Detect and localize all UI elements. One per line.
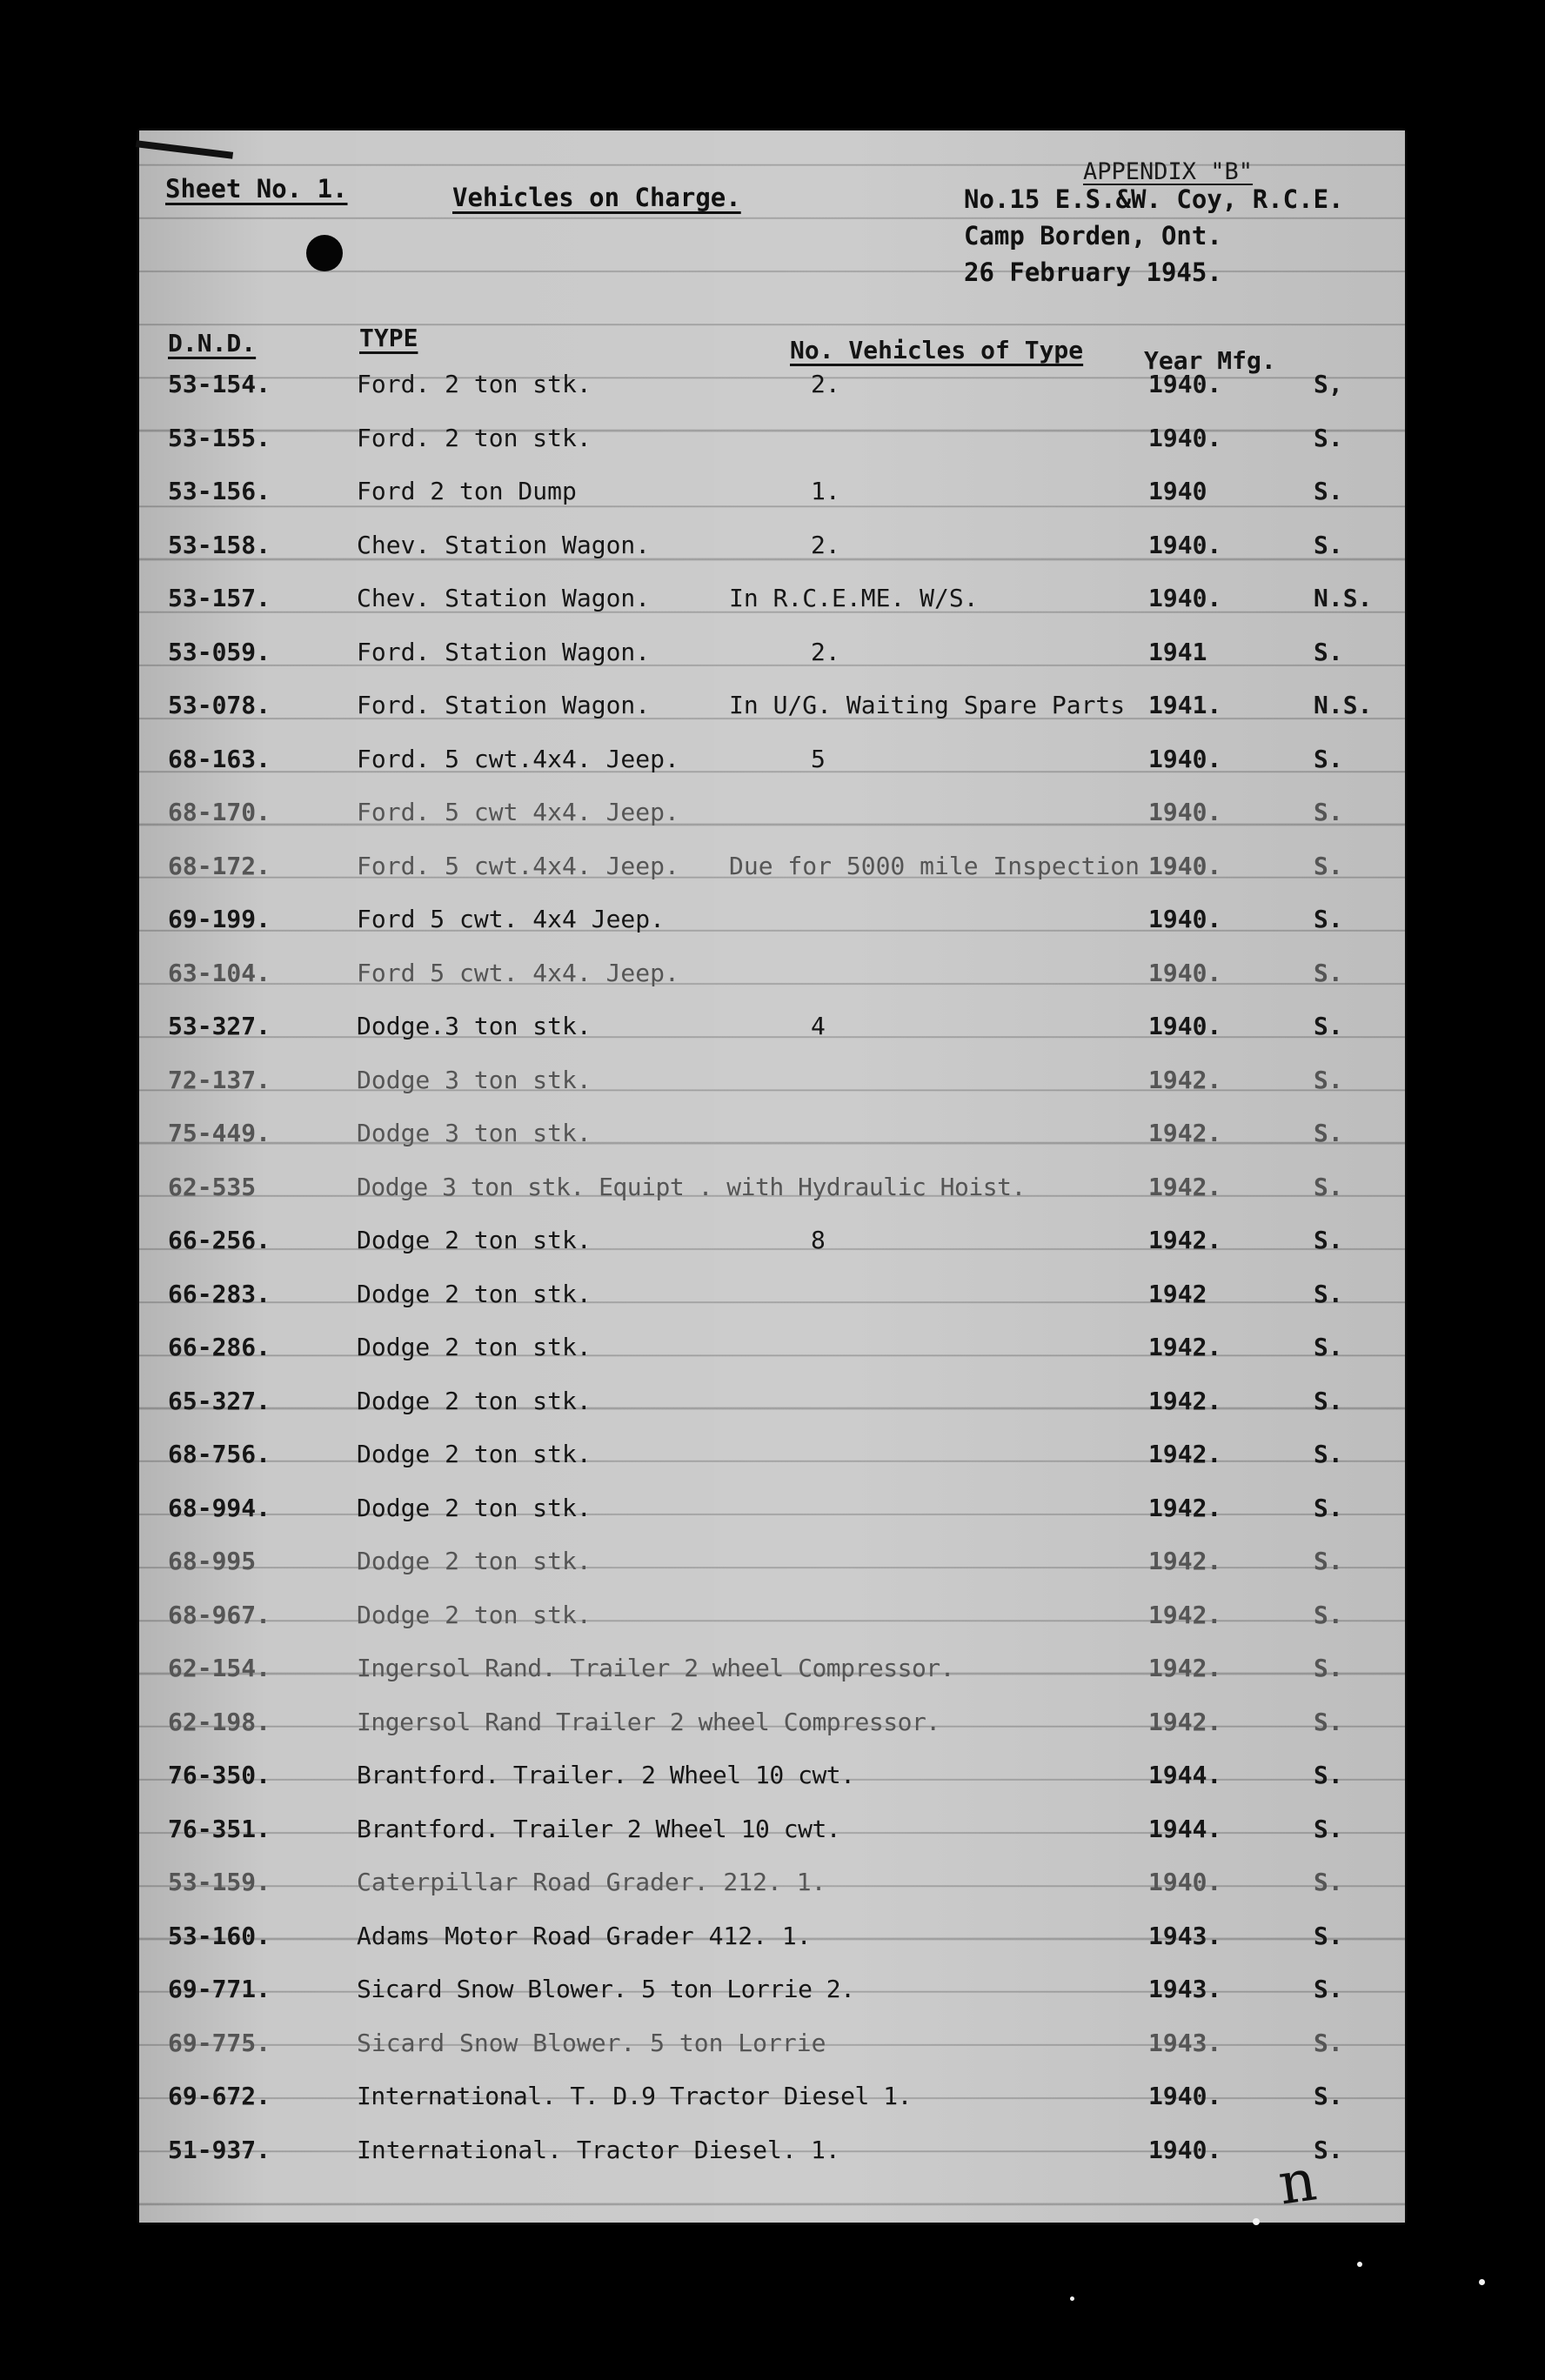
speck bbox=[1253, 2218, 1260, 2225]
dnd-cell: 72-137. bbox=[168, 1066, 271, 1094]
table-row bbox=[0, 1761, 1545, 1795]
dnd-cell: 53-159. bbox=[168, 1868, 271, 1896]
type-cell: Ingersol Rand. Trailer 2 wheel Compressor. bbox=[357, 1654, 955, 1682]
count-note-cell: 5 bbox=[811, 745, 826, 773]
unit-name: No.15 E.S.&W. Coy, R.C.E. bbox=[964, 184, 1344, 214]
type-cell: Ford. Station Wagon. bbox=[357, 638, 651, 666]
dnd-cell: 53-154. bbox=[168, 370, 271, 398]
dnd-cell: 65-327. bbox=[168, 1387, 271, 1415]
year-cell: 1942. bbox=[1148, 1601, 1222, 1629]
year-cell: 1942. bbox=[1148, 1494, 1222, 1522]
dnd-cell: 69-771. bbox=[168, 1975, 271, 2003]
table-row bbox=[0, 798, 1545, 832]
type-cell: Ford 2 ton Dump bbox=[357, 477, 577, 505]
condition-cell: S. bbox=[1314, 2082, 1343, 2110]
dnd-cell: 69-672. bbox=[168, 2082, 271, 2110]
type-cell: Dodge 3 ton stk. bbox=[357, 1119, 592, 1147]
dnd-cell: 76-350. bbox=[168, 1761, 271, 1789]
condition-cell: S. bbox=[1314, 531, 1343, 559]
condition-cell: S. bbox=[1314, 852, 1343, 880]
count-note-cell: 2. bbox=[811, 638, 840, 666]
dnd-cell: 53-160. bbox=[168, 1922, 271, 1950]
condition-cell: S. bbox=[1314, 2136, 1343, 2164]
column-header-count: No. Vehicles of Type bbox=[790, 336, 1084, 364]
dnd-cell: 66-283. bbox=[168, 1280, 271, 1308]
table-row bbox=[0, 1975, 1545, 2009]
dnd-cell: 63-104. bbox=[168, 959, 271, 987]
table-row bbox=[0, 1868, 1545, 1902]
condition-cell: N.S. bbox=[1314, 584, 1373, 612]
document-date: 26 February 1945. bbox=[964, 257, 1222, 287]
type-cell: Ingersol Rand Trailer 2 wheel Compressor. bbox=[357, 1708, 940, 1736]
table-row bbox=[0, 2029, 1545, 2063]
table-row bbox=[0, 1226, 1545, 1260]
count-note-cell: In R.C.E.ME. W/S. bbox=[729, 584, 979, 612]
condition-cell: S. bbox=[1314, 798, 1343, 826]
type-cell: Caterpillar Road Grader. 212. 1. bbox=[357, 1868, 826, 1896]
type-cell: Dodge 3 ton stk. bbox=[357, 1066, 592, 1094]
type-cell: Dodge 2 ton stk. bbox=[357, 1333, 592, 1361]
dnd-cell: 68-994. bbox=[168, 1494, 271, 1522]
condition-cell: S. bbox=[1314, 1066, 1343, 1094]
type-cell: International. Tractor Diesel. bbox=[357, 2136, 797, 2164]
table-row bbox=[0, 584, 1545, 618]
year-cell: 1940. bbox=[1148, 2082, 1222, 2110]
count-note-cell: Due for 5000 mile Inspection bbox=[729, 852, 1140, 880]
year-cell: 1943. bbox=[1148, 2029, 1222, 2057]
condition-cell: S. bbox=[1314, 1012, 1343, 1040]
dnd-cell: 66-286. bbox=[168, 1333, 271, 1361]
year-cell: 1940. bbox=[1148, 584, 1222, 612]
dnd-cell: 68-756. bbox=[168, 1440, 271, 1468]
year-cell: 1940. bbox=[1148, 852, 1222, 880]
table-row bbox=[0, 1173, 1545, 1207]
year-cell: 1942 bbox=[1148, 1280, 1207, 1308]
condition-cell: S. bbox=[1314, 1815, 1343, 1843]
dnd-cell: 68-163. bbox=[168, 745, 271, 773]
count-note-cell: 4 bbox=[811, 1012, 826, 1040]
condition-cell: N.S. bbox=[1314, 691, 1373, 719]
table-row bbox=[0, 2082, 1545, 2116]
speck bbox=[1479, 2279, 1485, 2285]
type-cell: Ford. 2 ton stk. bbox=[357, 424, 592, 452]
year-cell: 1940. bbox=[1148, 959, 1222, 987]
table-row bbox=[0, 1922, 1545, 1956]
column-header-year: Year Mfg. bbox=[1144, 346, 1276, 375]
dnd-cell: 69-775. bbox=[168, 2029, 271, 2057]
table-row bbox=[0, 1708, 1545, 1742]
dnd-cell: 62-198. bbox=[168, 1708, 271, 1736]
year-cell: 1942. bbox=[1148, 1654, 1222, 1682]
table-row bbox=[0, 1440, 1545, 1474]
count-note-cell: In U/G. Waiting Spare Parts bbox=[729, 691, 1126, 719]
type-cell: Dodge 2 ton stk. bbox=[357, 1494, 592, 1522]
table-row bbox=[0, 1654, 1545, 1688]
table-row bbox=[0, 1012, 1545, 1046]
table-row bbox=[0, 852, 1545, 886]
table-row bbox=[0, 638, 1545, 672]
type-cell: Dodge 2 ton stk. bbox=[357, 1601, 592, 1629]
table-row bbox=[0, 424, 1545, 458]
year-cell: 1940. bbox=[1148, 424, 1222, 452]
year-cell: 1942. bbox=[1148, 1547, 1222, 1575]
type-cell: Dodge 2 ton stk. bbox=[357, 1387, 592, 1415]
table-row bbox=[0, 1280, 1545, 1314]
type-cell: Sicard Snow Blower. 5 ton Lorrie bbox=[357, 2029, 826, 2057]
condition-cell: S. bbox=[1314, 1226, 1343, 1254]
dnd-cell: 69-199. bbox=[168, 905, 271, 933]
year-cell: 1942. bbox=[1148, 1387, 1222, 1415]
dnd-cell: 53-327. bbox=[168, 1012, 271, 1040]
year-cell: 1942. bbox=[1148, 1333, 1222, 1361]
condition-cell: S. bbox=[1314, 424, 1343, 452]
dnd-cell: 68-170. bbox=[168, 798, 271, 826]
year-cell: 1942. bbox=[1148, 1440, 1222, 1468]
year-cell: 1942. bbox=[1148, 1066, 1222, 1094]
column-header-type: TYPE bbox=[359, 324, 418, 352]
condition-cell: S. bbox=[1314, 1975, 1343, 2003]
type-cell: Adams Motor Road Grader 412. 1. bbox=[357, 1922, 812, 1950]
condition-cell: S. bbox=[1314, 1440, 1343, 1468]
condition-cell: S. bbox=[1314, 1333, 1343, 1361]
condition-cell: S. bbox=[1314, 1387, 1343, 1415]
table-row bbox=[0, 1333, 1545, 1367]
count-note-cell: 8 bbox=[811, 1226, 826, 1254]
table-row bbox=[0, 1387, 1545, 1421]
count-note-cell: 2. bbox=[811, 531, 840, 559]
table-row bbox=[0, 1494, 1545, 1528]
type-cell: International. T. D.9 Tractor Diesel 1. bbox=[357, 2082, 912, 2110]
type-cell: Brantford. Trailer 2 Wheel 10 cwt. bbox=[357, 1815, 841, 1843]
type-cell: Ford 5 cwt. 4x4 Jeep. bbox=[357, 905, 665, 933]
condition-cell: S. bbox=[1314, 1601, 1343, 1629]
dnd-cell: 53-158. bbox=[168, 531, 271, 559]
year-cell: 1942. bbox=[1148, 1119, 1222, 1147]
condition-cell: S. bbox=[1314, 2029, 1343, 2057]
dnd-cell: 62-535 bbox=[168, 1173, 257, 1201]
speck bbox=[1357, 2262, 1362, 2267]
year-cell: 1940. bbox=[1148, 2136, 1222, 2164]
year-cell: 1940. bbox=[1148, 905, 1222, 933]
count-note-cell: 2. bbox=[811, 370, 840, 398]
dnd-cell: 68-172. bbox=[168, 852, 271, 880]
dnd-cell: 75-449. bbox=[168, 1119, 271, 1147]
year-cell: 1944. bbox=[1148, 1815, 1222, 1843]
condition-cell: S. bbox=[1314, 745, 1343, 773]
type-cell: Dodge 2 ton stk. bbox=[357, 1280, 592, 1308]
count-note-cell: 1. bbox=[811, 2136, 840, 2164]
condition-cell: S. bbox=[1314, 1173, 1343, 1201]
type-cell: Dodge 2 ton stk. bbox=[357, 1226, 592, 1254]
year-cell: 1940. bbox=[1148, 1868, 1222, 1896]
year-cell: 1941 bbox=[1148, 638, 1207, 666]
type-cell: Ford. 5 cwt.4x4. Jeep. bbox=[357, 745, 679, 773]
unit-location: Camp Borden, Ont. bbox=[964, 221, 1222, 251]
table-row bbox=[0, 691, 1545, 725]
condition-cell: S. bbox=[1314, 1494, 1343, 1522]
dnd-cell: 68-995 bbox=[168, 1547, 257, 1575]
table-row bbox=[0, 745, 1545, 779]
table-row bbox=[0, 1815, 1545, 1849]
dnd-cell: 51-937. bbox=[168, 2136, 271, 2164]
type-cell: Dodge 2 ton stk. bbox=[357, 1547, 592, 1575]
count-note-cell: 1. bbox=[811, 477, 840, 505]
appendix-label: APPENDIX "B" bbox=[1083, 158, 1254, 185]
table-row bbox=[0, 370, 1545, 404]
type-cell: Ford. 5 cwt 4x4. Jeep. bbox=[357, 798, 679, 826]
type-cell: Chev. Station Wagon. bbox=[357, 531, 651, 559]
condition-cell: S. bbox=[1314, 1280, 1343, 1308]
year-cell: 1943. bbox=[1148, 1922, 1222, 1950]
year-cell: 1940. bbox=[1148, 798, 1222, 826]
type-cell: Dodge 2 ton stk. bbox=[357, 1440, 592, 1468]
condition-cell: S. bbox=[1314, 905, 1343, 933]
condition-cell: S. bbox=[1314, 1119, 1343, 1147]
table-row bbox=[0, 905, 1545, 939]
condition-cell: S. bbox=[1314, 1708, 1343, 1736]
type-cell: Dodge.3 ton stk. bbox=[357, 1012, 592, 1040]
condition-cell: S. bbox=[1314, 1547, 1343, 1575]
table-row bbox=[0, 1547, 1545, 1581]
year-cell: 1943. bbox=[1148, 1975, 1222, 2003]
condition-cell: S. bbox=[1314, 1922, 1343, 1950]
condition-cell: S. bbox=[1314, 959, 1343, 987]
speck bbox=[1070, 2296, 1074, 2301]
year-cell: 1944. bbox=[1148, 1761, 1222, 1789]
dnd-cell: 68-967. bbox=[168, 1601, 271, 1629]
table-row bbox=[0, 1119, 1545, 1153]
dnd-cell: 53-155. bbox=[168, 424, 271, 452]
type-cell: Ford. Station Wagon. bbox=[357, 691, 651, 719]
type-cell: Ford. 5 cwt.4x4. Jeep. bbox=[357, 852, 679, 880]
handwritten-mark: n bbox=[1274, 2146, 1321, 2218]
condition-cell: S. bbox=[1314, 638, 1343, 666]
condition-cell: S. bbox=[1314, 1761, 1343, 1789]
year-cell: 1942. bbox=[1148, 1173, 1222, 1201]
dnd-cell: 53-059. bbox=[168, 638, 271, 666]
year-cell: 1940 bbox=[1148, 477, 1207, 505]
year-cell: 1942. bbox=[1148, 1708, 1222, 1736]
dnd-cell: 53-157. bbox=[168, 584, 271, 612]
dnd-cell: 66-256. bbox=[168, 1226, 271, 1254]
condition-cell: S. bbox=[1314, 1868, 1343, 1896]
year-cell: 1940. bbox=[1148, 1012, 1222, 1040]
unit-block bbox=[964, 155, 1344, 291]
year-cell: 1941. bbox=[1148, 691, 1222, 719]
table-row bbox=[0, 1601, 1545, 1635]
table-row bbox=[0, 959, 1545, 993]
type-cell: Ford. 2 ton stk. bbox=[357, 370, 592, 398]
year-cell: 1940. bbox=[1148, 531, 1222, 559]
dnd-cell: 76-351. bbox=[168, 1815, 271, 1843]
column-header-dnd: D.N.D. bbox=[168, 329, 257, 358]
type-cell: Ford 5 cwt. 4x4. Jeep. bbox=[357, 959, 679, 987]
dnd-cell: 53-078. bbox=[168, 691, 271, 719]
condition-cell: S. bbox=[1314, 1654, 1343, 1682]
year-cell: 1940. bbox=[1148, 745, 1222, 773]
type-cell: Dodge 3 ton stk. Equipt . with Hydraulic Hoist. bbox=[357, 1173, 1026, 1201]
table-row bbox=[0, 1066, 1545, 1100]
punch-hole bbox=[306, 235, 343, 271]
year-cell: 1940. bbox=[1148, 370, 1222, 398]
dnd-cell: 62-154. bbox=[168, 1654, 271, 1682]
type-cell: Chev. Station Wagon. bbox=[357, 584, 651, 612]
table-row bbox=[0, 477, 1545, 511]
sheet-number: Sheet No. 1. bbox=[165, 174, 348, 204]
type-cell: Sicard Snow Blower. 5 ton Lorrie 2. bbox=[357, 1975, 855, 2003]
condition-cell: S. bbox=[1314, 477, 1343, 505]
page-title: Vehicles on Charge. bbox=[452, 183, 741, 212]
dnd-cell: 53-156. bbox=[168, 477, 271, 505]
type-cell: Brantford. Trailer. 2 Wheel 10 cwt. bbox=[357, 1761, 855, 1789]
table-row bbox=[0, 531, 1545, 565]
condition-cell: S, bbox=[1314, 370, 1343, 398]
year-cell: 1942. bbox=[1148, 1226, 1222, 1254]
